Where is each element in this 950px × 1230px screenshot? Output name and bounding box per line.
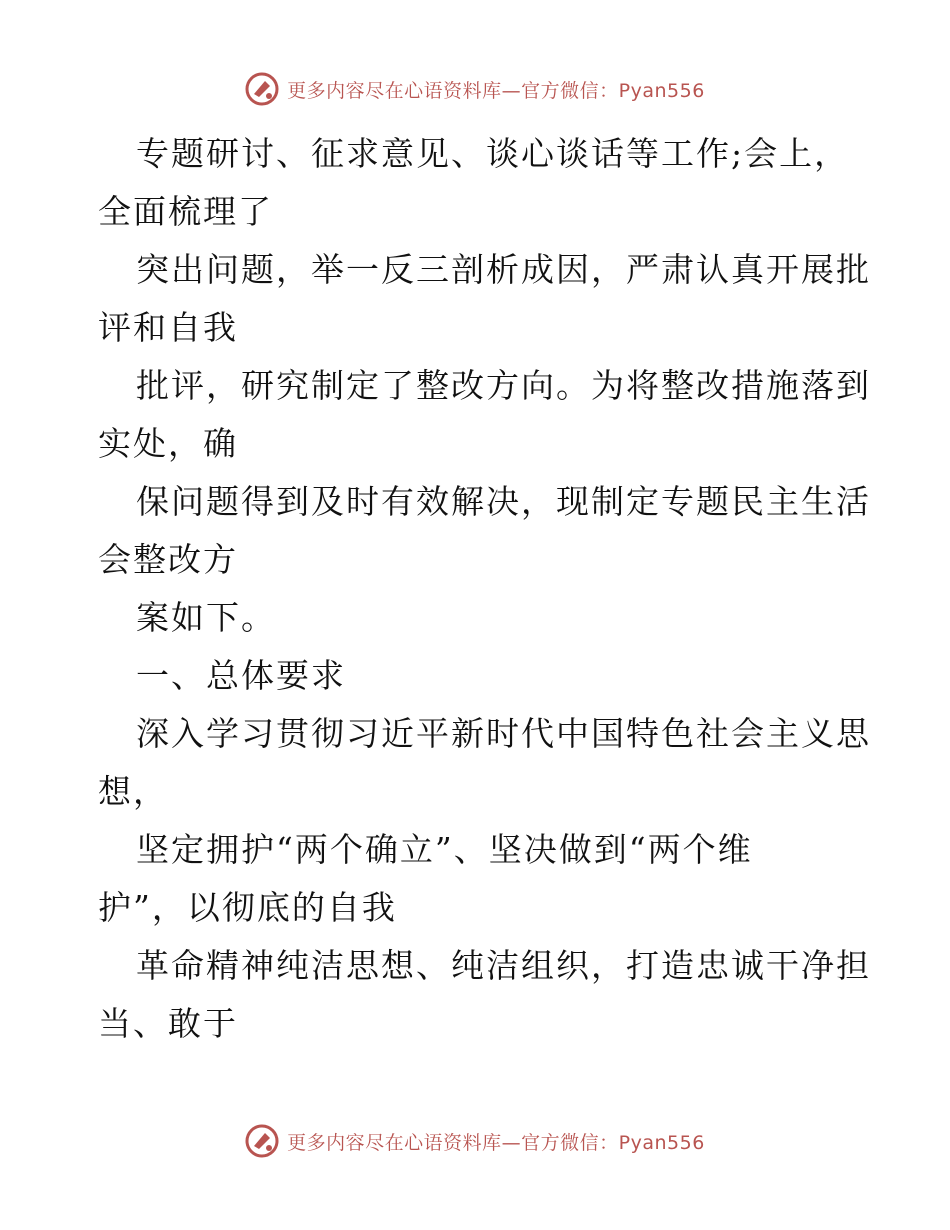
watermark-text: 更多内容尽在心语资料库—官方微信：Pyan556 [287, 1131, 705, 1154]
logo-icon [245, 72, 279, 106]
text-line: 案如下。 [136, 598, 276, 637]
text-line: 评和自我 [98, 308, 238, 347]
text-line: 深入学习贯彻习近平新时代中国特色社会主义思 [136, 714, 871, 753]
text-line: 实处，确 [98, 424, 238, 463]
text-line: 突出问题，举一反三剖析成因，严肃认真开展批 [136, 250, 871, 289]
footer-watermark [0, 1124, 950, 1158]
logo-icon [245, 1124, 279, 1158]
text-line: 保问题得到及时有效解决，现制定专题民主生活 [136, 482, 871, 521]
text-line: 全面梳理了 [98, 192, 273, 231]
header-watermark [0, 72, 950, 106]
text-line: 专题研讨、征求意见、谈心谈话等工作;会上， [136, 134, 850, 173]
text-line: 当、敢于 [98, 1004, 238, 1043]
text-line: 革命精神纯洁思想、纯洁组织，打造忠诚干净担 [136, 946, 871, 985]
text-line: 坚定拥护“两个确立”、坚决做到“两个维 [136, 830, 753, 869]
watermark-text: 更多内容尽在心语资料库—官方微信：Pyan556 [287, 79, 705, 102]
text-line: 想， [98, 772, 168, 811]
document-body [98, 125, 871, 1053]
text-line: 护”，以彻底的自我 [98, 888, 397, 927]
text-line: 会整改方 [98, 540, 238, 579]
text-line: 批评，研究制定了整改方向。为将整改措施落到 [136, 366, 871, 405]
section-heading: 一、总体要求 [136, 656, 346, 695]
